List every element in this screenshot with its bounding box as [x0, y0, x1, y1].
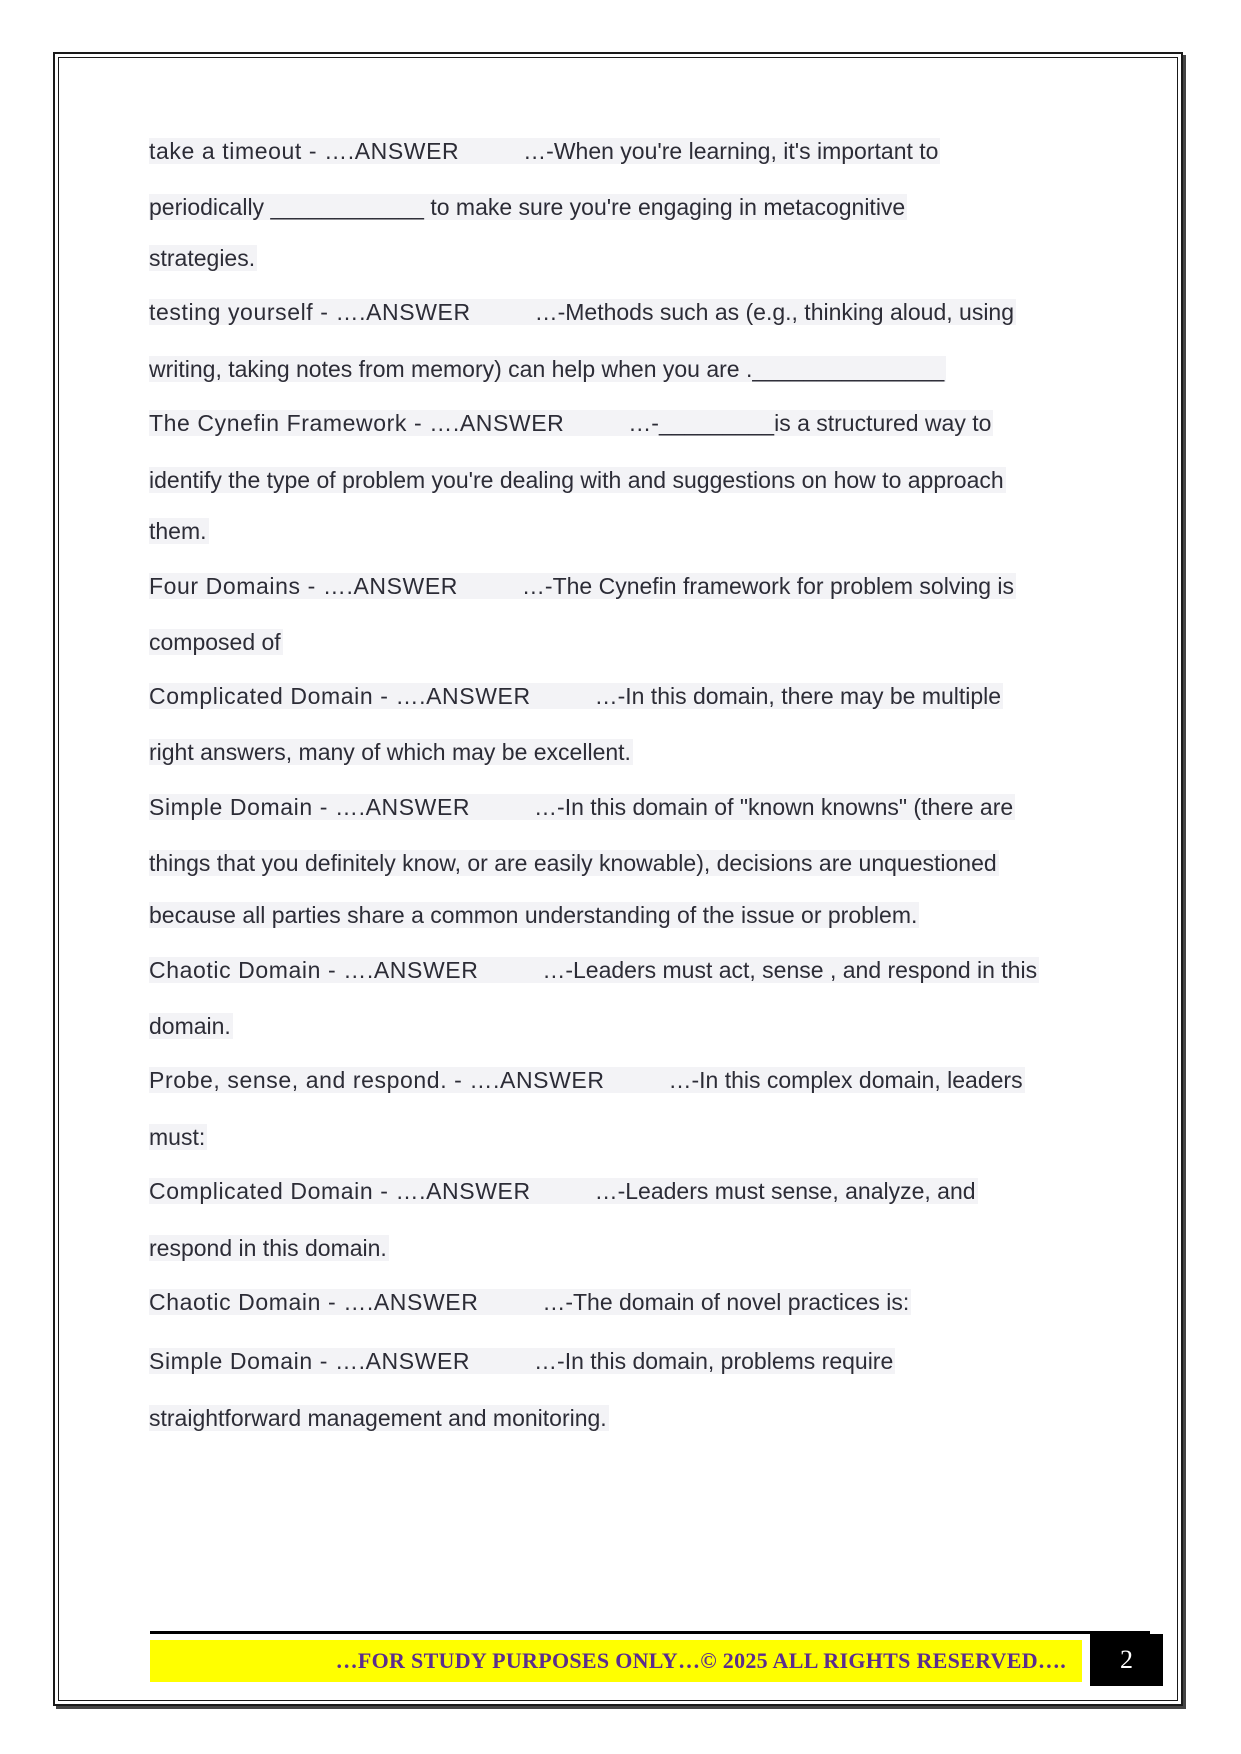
flashcard-text: things that you definitely know, or are easily knowable), decisions are unquestioned: [149, 850, 997, 876]
flashcard-entry: [149, 570, 1016, 602]
flashcard-text: straightforward management and monitoring.: [149, 1405, 607, 1431]
flashcard-continuation: [149, 464, 1006, 496]
flashcard-continuation: [149, 847, 999, 879]
answer-gap: [471, 299, 535, 325]
flashcard-text: domain.: [149, 1013, 231, 1039]
flashcard-continuation: [149, 191, 907, 223]
page-number: 2: [1090, 1634, 1163, 1686]
answer-gap: [458, 573, 522, 599]
flashcard-text: writing, taking notes from memory) can help when you are ._______________: [149, 356, 945, 382]
flashcard-term: Probe, sense, and respond. - ….ANSWER: [149, 1067, 605, 1093]
flashcard-definition: …-The Cynefin framework for problem solving is: [521, 573, 1015, 599]
answer-gap: [470, 1348, 534, 1374]
flashcard-text: right answers, many of which may be excellent.: [149, 739, 631, 765]
answer-gap: [459, 138, 523, 164]
flashcard-definition: …-When you're learning, it's important to: [523, 138, 939, 164]
flashcard-continuation: [149, 353, 946, 385]
flashcard-continuation: [149, 515, 209, 547]
flashcard-term: Complicated Domain - ….ANSWER: [149, 683, 531, 709]
flashcard-term: Simple Domain - ….ANSWER: [149, 794, 471, 820]
flashcard-term: testing yourself - ….ANSWER: [149, 299, 471, 325]
flashcard-entry: [149, 954, 1039, 986]
answer-gap: [605, 1067, 669, 1093]
flashcard-term: Chaotic Domain - ….ANSWER: [149, 1289, 479, 1315]
flashcard-text: because all parties share a common understanding of the issue or problem.: [149, 902, 918, 928]
flashcard-definition: …-Leaders must act, sense , and respond in this: [542, 957, 1038, 983]
flashcard-text: them.: [149, 518, 207, 544]
flashcard-definition: …-In this domain, problems require: [534, 1348, 894, 1374]
flashcard-definition: …-In this domain, there may be multiple: [594, 683, 1002, 709]
flashcard-entry: [149, 680, 1003, 712]
flashcard-text: composed of: [149, 629, 281, 655]
flashcard-continuation: [149, 1402, 609, 1434]
flashcard-definition: …-In this domain of "known knowns" (there are: [534, 794, 1014, 820]
flashcard-definition: …-_________is a structured way to: [628, 410, 992, 436]
flashcard-definition: …-In this complex domain, leaders: [668, 1067, 1023, 1093]
flashcard-text: strategies.: [149, 245, 256, 271]
flashcard-term: Four Domains - ….ANSWER: [149, 573, 459, 599]
answer-gap: [478, 1289, 542, 1315]
flashcard-continuation: [149, 242, 257, 274]
flashcard-entry: [149, 296, 1016, 328]
flashcard-text: respond in this domain.: [149, 1235, 387, 1261]
flashcard-text: periodically ____________ to make sure you're engaging in metacognitive: [149, 194, 906, 220]
flashcard-entry: [149, 1064, 1025, 1096]
flashcard-text: must:: [149, 1124, 206, 1150]
flashcard-entry: [149, 791, 1015, 823]
flashcard-continuation: [149, 1121, 207, 1153]
flashcard-definition: …-Methods such as (e.g., thinking aloud, using: [534, 299, 1015, 325]
flashcard-continuation: [149, 899, 919, 931]
flashcard-entry: [149, 1286, 911, 1318]
answer-gap: [478, 957, 542, 983]
flashcard-definition: …-The domain of novel practices is:: [542, 1289, 910, 1315]
flashcard-entry: [149, 1345, 895, 1377]
flashcard-term: Complicated Domain - ….ANSWER: [149, 1178, 531, 1204]
flashcard-text: identify the type of problem you're dealing with and suggestions on how to approach: [149, 467, 1004, 493]
answer-gap: [564, 410, 628, 436]
answer-gap: [470, 794, 534, 820]
flashcard-entry: [149, 135, 940, 167]
footer-divider: [150, 1631, 1150, 1634]
flashcard-entry: [149, 407, 993, 439]
flashcard-continuation: [149, 626, 283, 658]
footer-notice: …FOR STUDY PURPOSES ONLY…© 2025 ALL RIGHTS RESERVED….: [150, 1640, 1082, 1682]
flashcard-entry: [149, 1175, 978, 1207]
flashcard-definition: …-Leaders must sense, analyze, and: [594, 1178, 976, 1204]
flashcard-term: Simple Domain - ….ANSWER: [149, 1348, 471, 1374]
answer-gap: [531, 683, 595, 709]
flashcard-term: Chaotic Domain - ….ANSWER: [149, 957, 479, 983]
flashcard-continuation: [149, 736, 633, 768]
flashcard-term: take a timeout - ….ANSWER: [149, 138, 460, 164]
answer-gap: [531, 1178, 595, 1204]
flashcard-continuation: [149, 1010, 233, 1042]
flashcard-continuation: [149, 1232, 389, 1264]
flashcard-term: The Cynefin Framework - ….ANSWER: [149, 410, 565, 436]
